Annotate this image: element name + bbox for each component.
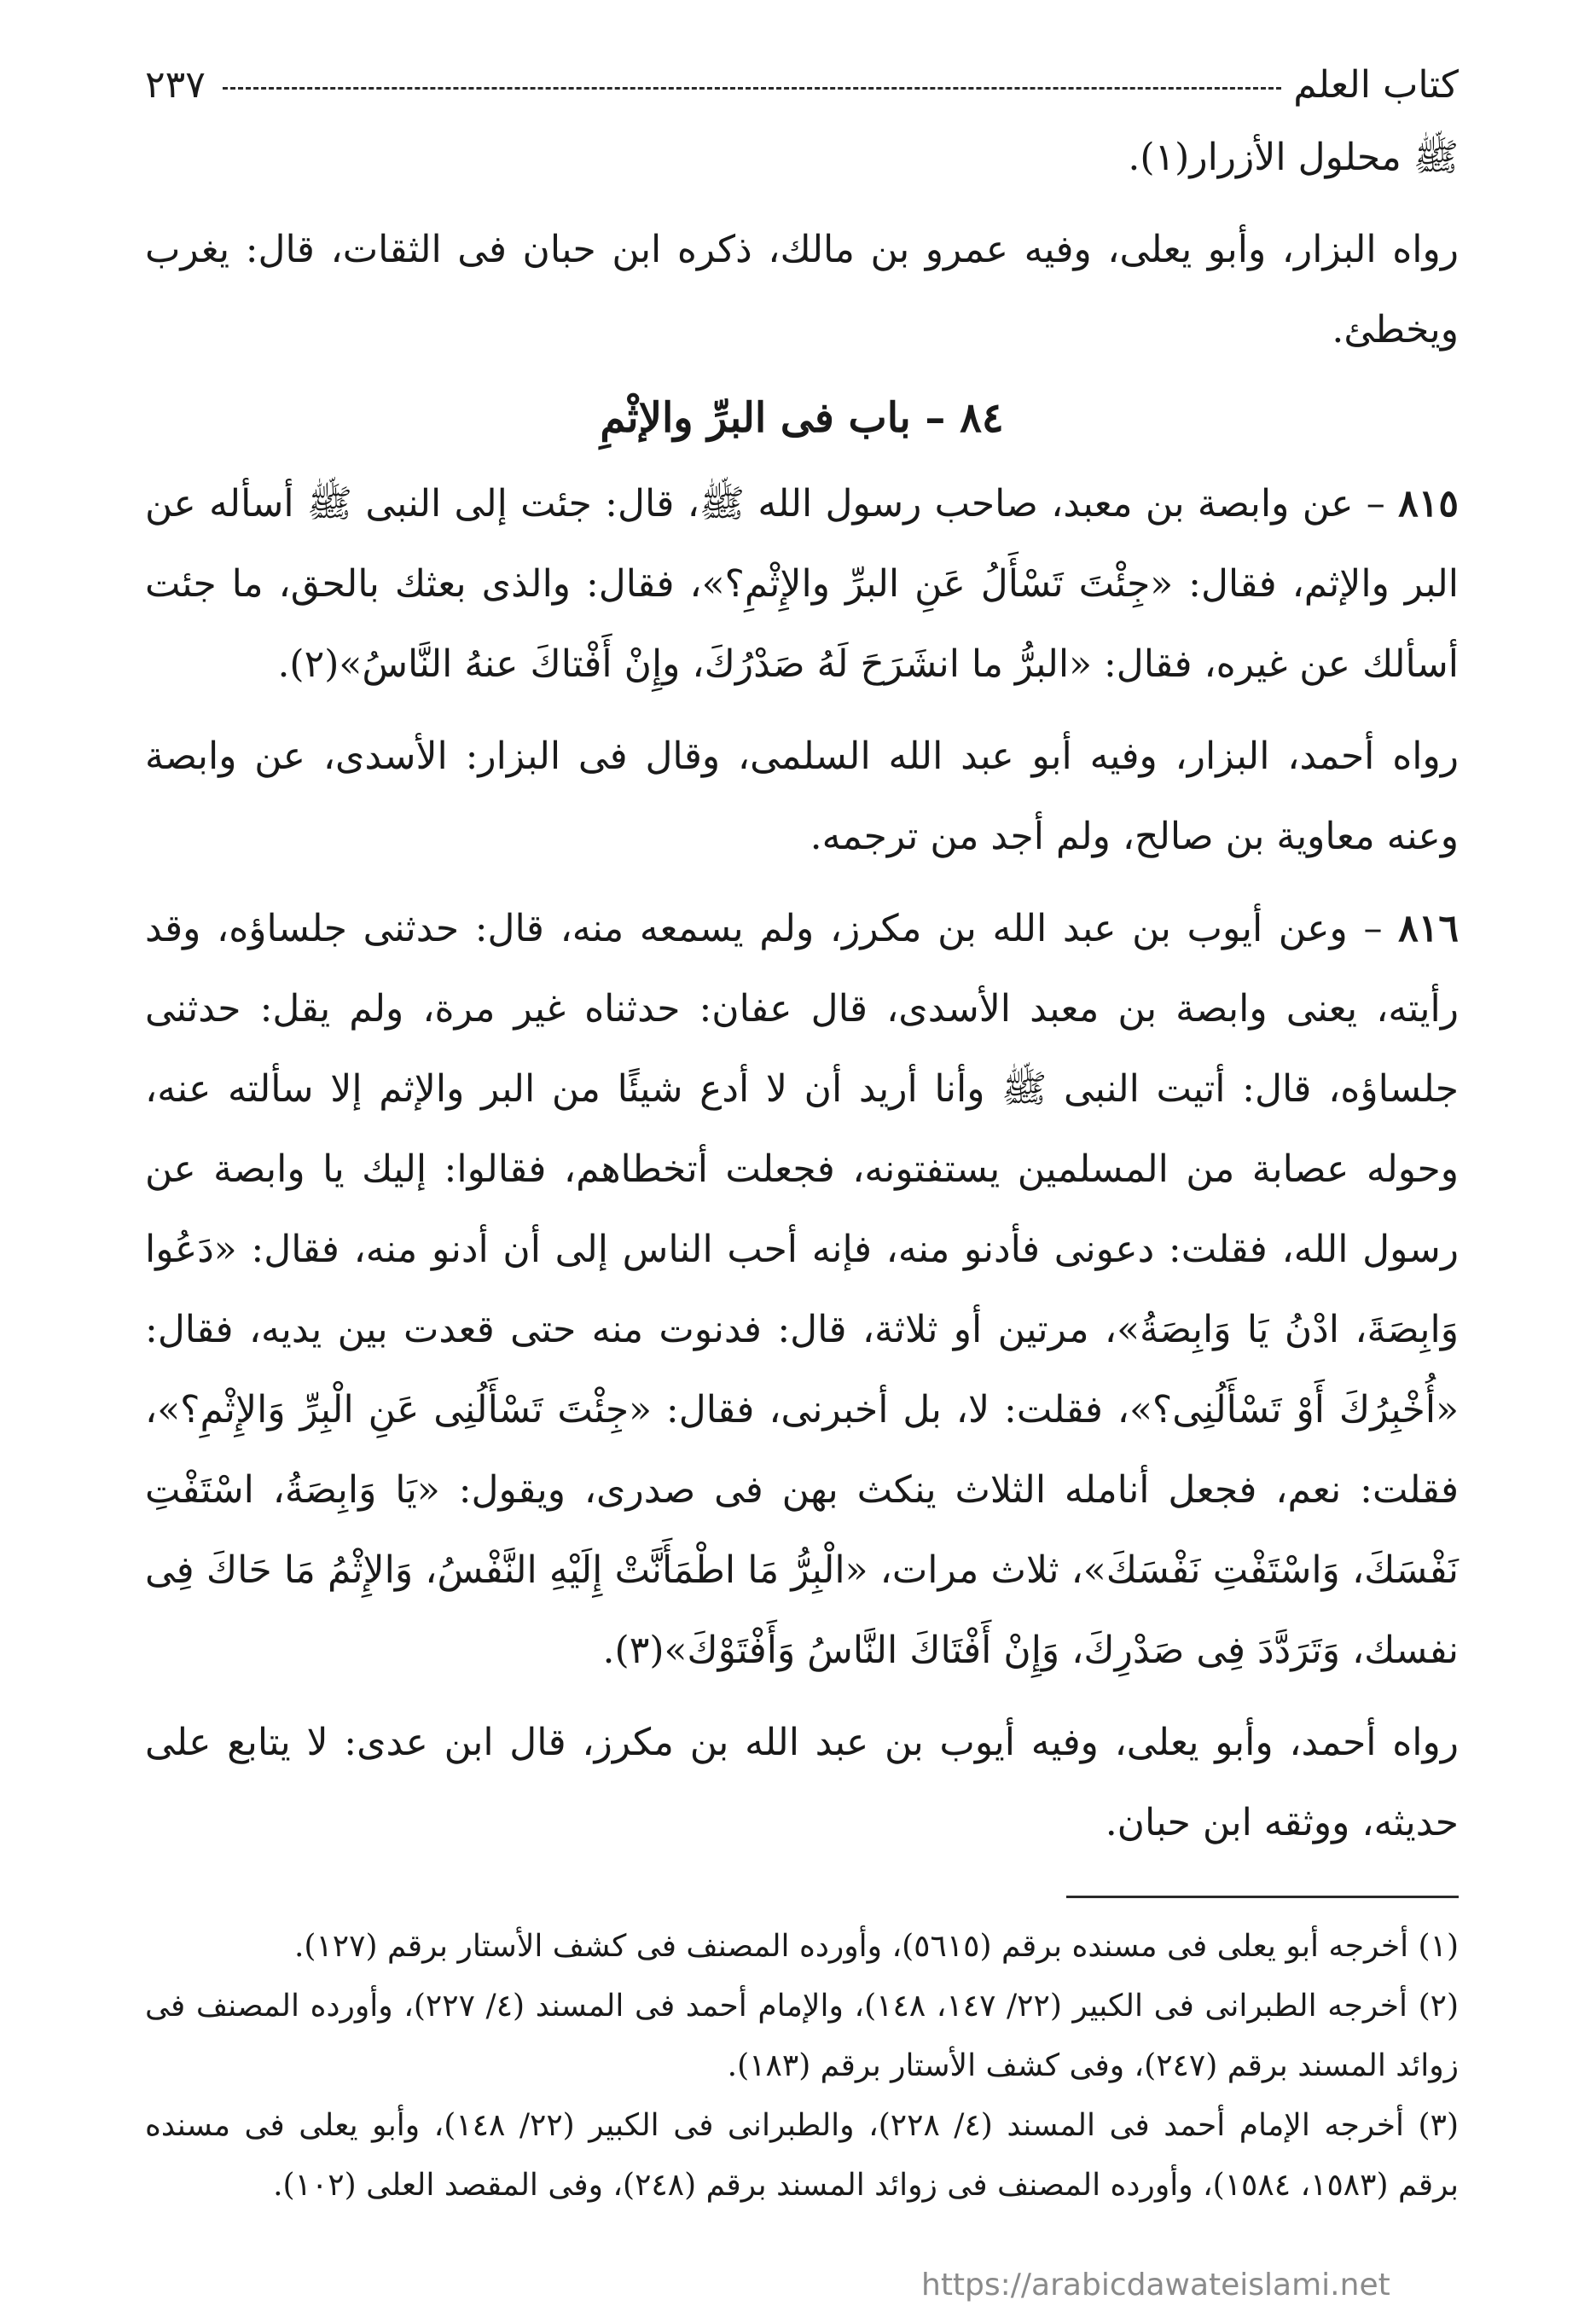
attribution-paragraph: رواه البزار، وأبو يعلى، وفيه عمرو بن مالك، ذكره ابن حبان فى الثقات، قال: يغرب ويخطئ. [145,228,1459,351]
attribution-paragraph: رواه أحمد، وأبو يعلى، وفيه أيوب بن عبد الله بن مكرز، قال ابن عدى: لا يتابع على حديثه، ووثقه ابن حبان. [145,1721,1459,1844]
hadith-text: – عن وابصة بن معبد، صاحب رسول الله ﷺ، قال: جئت إلى النبى ﷺ أسأله عن البر والإثم، فقال: «جِئْتَ تَسْأَلُ عَنِ البرِّ والإِثْمِ؟»، فقال: والذى بعثك بالحق، ما جئت أسألك عن غيره، فقال: «البرُّ ما انشَرَحَ لَهُ صَدْرُكَ، وإِنْ أَفْتاكَ عنهُ النَّاسُ»(٢). [145,482,1459,686]
hadith-number: ٨١٥ [1398,482,1459,526]
footnotes [145,1917,1459,2216]
page-number: ٢٣٧ [145,63,206,107]
footnote-divider [1066,1896,1459,1898]
page [145,60,1459,2278]
hadith-815 [145,464,1459,705]
continuation-line: ﷺ محلول الأزرار(١). [1128,136,1459,179]
chapter-heading: ٨٤ – باب فى البرِّ والإثْمِ [600,394,1004,442]
hadith-816 [145,889,1459,1691]
hadith-text: – وعن أيوب بن عبد الله بن مكرز، ولم يسمعه منه، قال: حدثنى جلساؤه، وقد رأيته، يعنى وابصة بن معبد الأسدى، قال عفان: حدثناه غير مرة، ولم يقل: حدثنى جلساؤه، قال: أتيت النبى ﷺ وأنا أريد أن لا أدع شيئًا من البر والإثم إلا سألته عنه، وحوله عصابة من المسلمين يستفتونه، فجعلت أتخطاهم، فقالوا: إليك يا وابصة عن رسول الله، فقلت: دعونى فأدنو منه، فإنه أحب الناس إلى أن أدنو منه، فقال: «دَعُوا وَابِصَةَ، ادْنُ يَا وَابِصَةُ»، مرتين أو ثلاثة، قال: فدنوت منه حتى قعدت بين يديه، فقال: «أُخْبِرُكَ أَوْ تَسْأَلُنِى؟»، فقلت: لا، بل أخبرنى، فقال: «جِئْتَ تَسْأَلُنِى عَنِ الْبِرِّ وَالإِثْمِ؟»، فقلت: نعم، فجعل أنامله الثلاث ينكث بهن فى صدرى، ويقول: «يَا وَابِصَةُ، اسْتَفْتِ نَفْسَكَ، وَاسْتَفْتِ نَفْسَكَ»، ثلاث مرات، «الْبِرُّ مَا اطْمَأَنَّتْ إِلَيْهِ النَّفْسُ، وَالإِثْمُ مَا حَاكَ فِى نفسك، وَتَرَدَّدَ فِى صَدْرِكَ، وَإِنْ أَفْتَاكَ النَّاسُ وَأَفْتَوْكَ»(٣). [145,907,1459,1672]
body-text [145,118,1459,1863]
attribution-paragraph: رواه أحمد، البزار، وفيه أبو عبد الله السلمى، وقال فى البزار: الأسدى، عن وابصة وعنه معاوية بن صالح، ولم أجد من ترجمه. [145,735,1459,858]
footnote-1: (١) أخرجه أبو يعلى فى مسنده برقم (٥٦١٥)، وأورده المصنف فى كشف الأستار برقم (١٢٧). [293,1929,1459,1964]
footnote-2: (٢) أخرجه الطبرانى فى الكبير (٢٢/ ١٤٧، ١٤٨)، والإمام أحمد فى المسند (٤/ ٢٢٧)، وأورده المصنف فى زوائد المسند برقم (٢٤٧)، وفى كشف الأستار برقم (١٨٣). [145,1989,1460,2083]
hadith-number: ٨١٦ [1398,907,1459,950]
header-dashed-rule [223,87,1281,90]
watermark-url: https://arabicdawateislami.net [921,2268,1390,2303]
running-header [145,60,1459,111]
book-title: كتاب العلم [1293,63,1459,107]
footnote-3: (٣) أخرجه الإمام أحمد فى المسند (٤/ ٢٢٨)، والطبرانى فى الكبير (٢٢/ ١٤٨)، وأبو يعلى فى مسنده برقم (١٥٨٣، ١٥٨٤)، وأورده المصنف فى زوائد المسند برقم (٢٤٨)، وفى المقصد العلى (١٠٢). [145,2108,1459,2203]
